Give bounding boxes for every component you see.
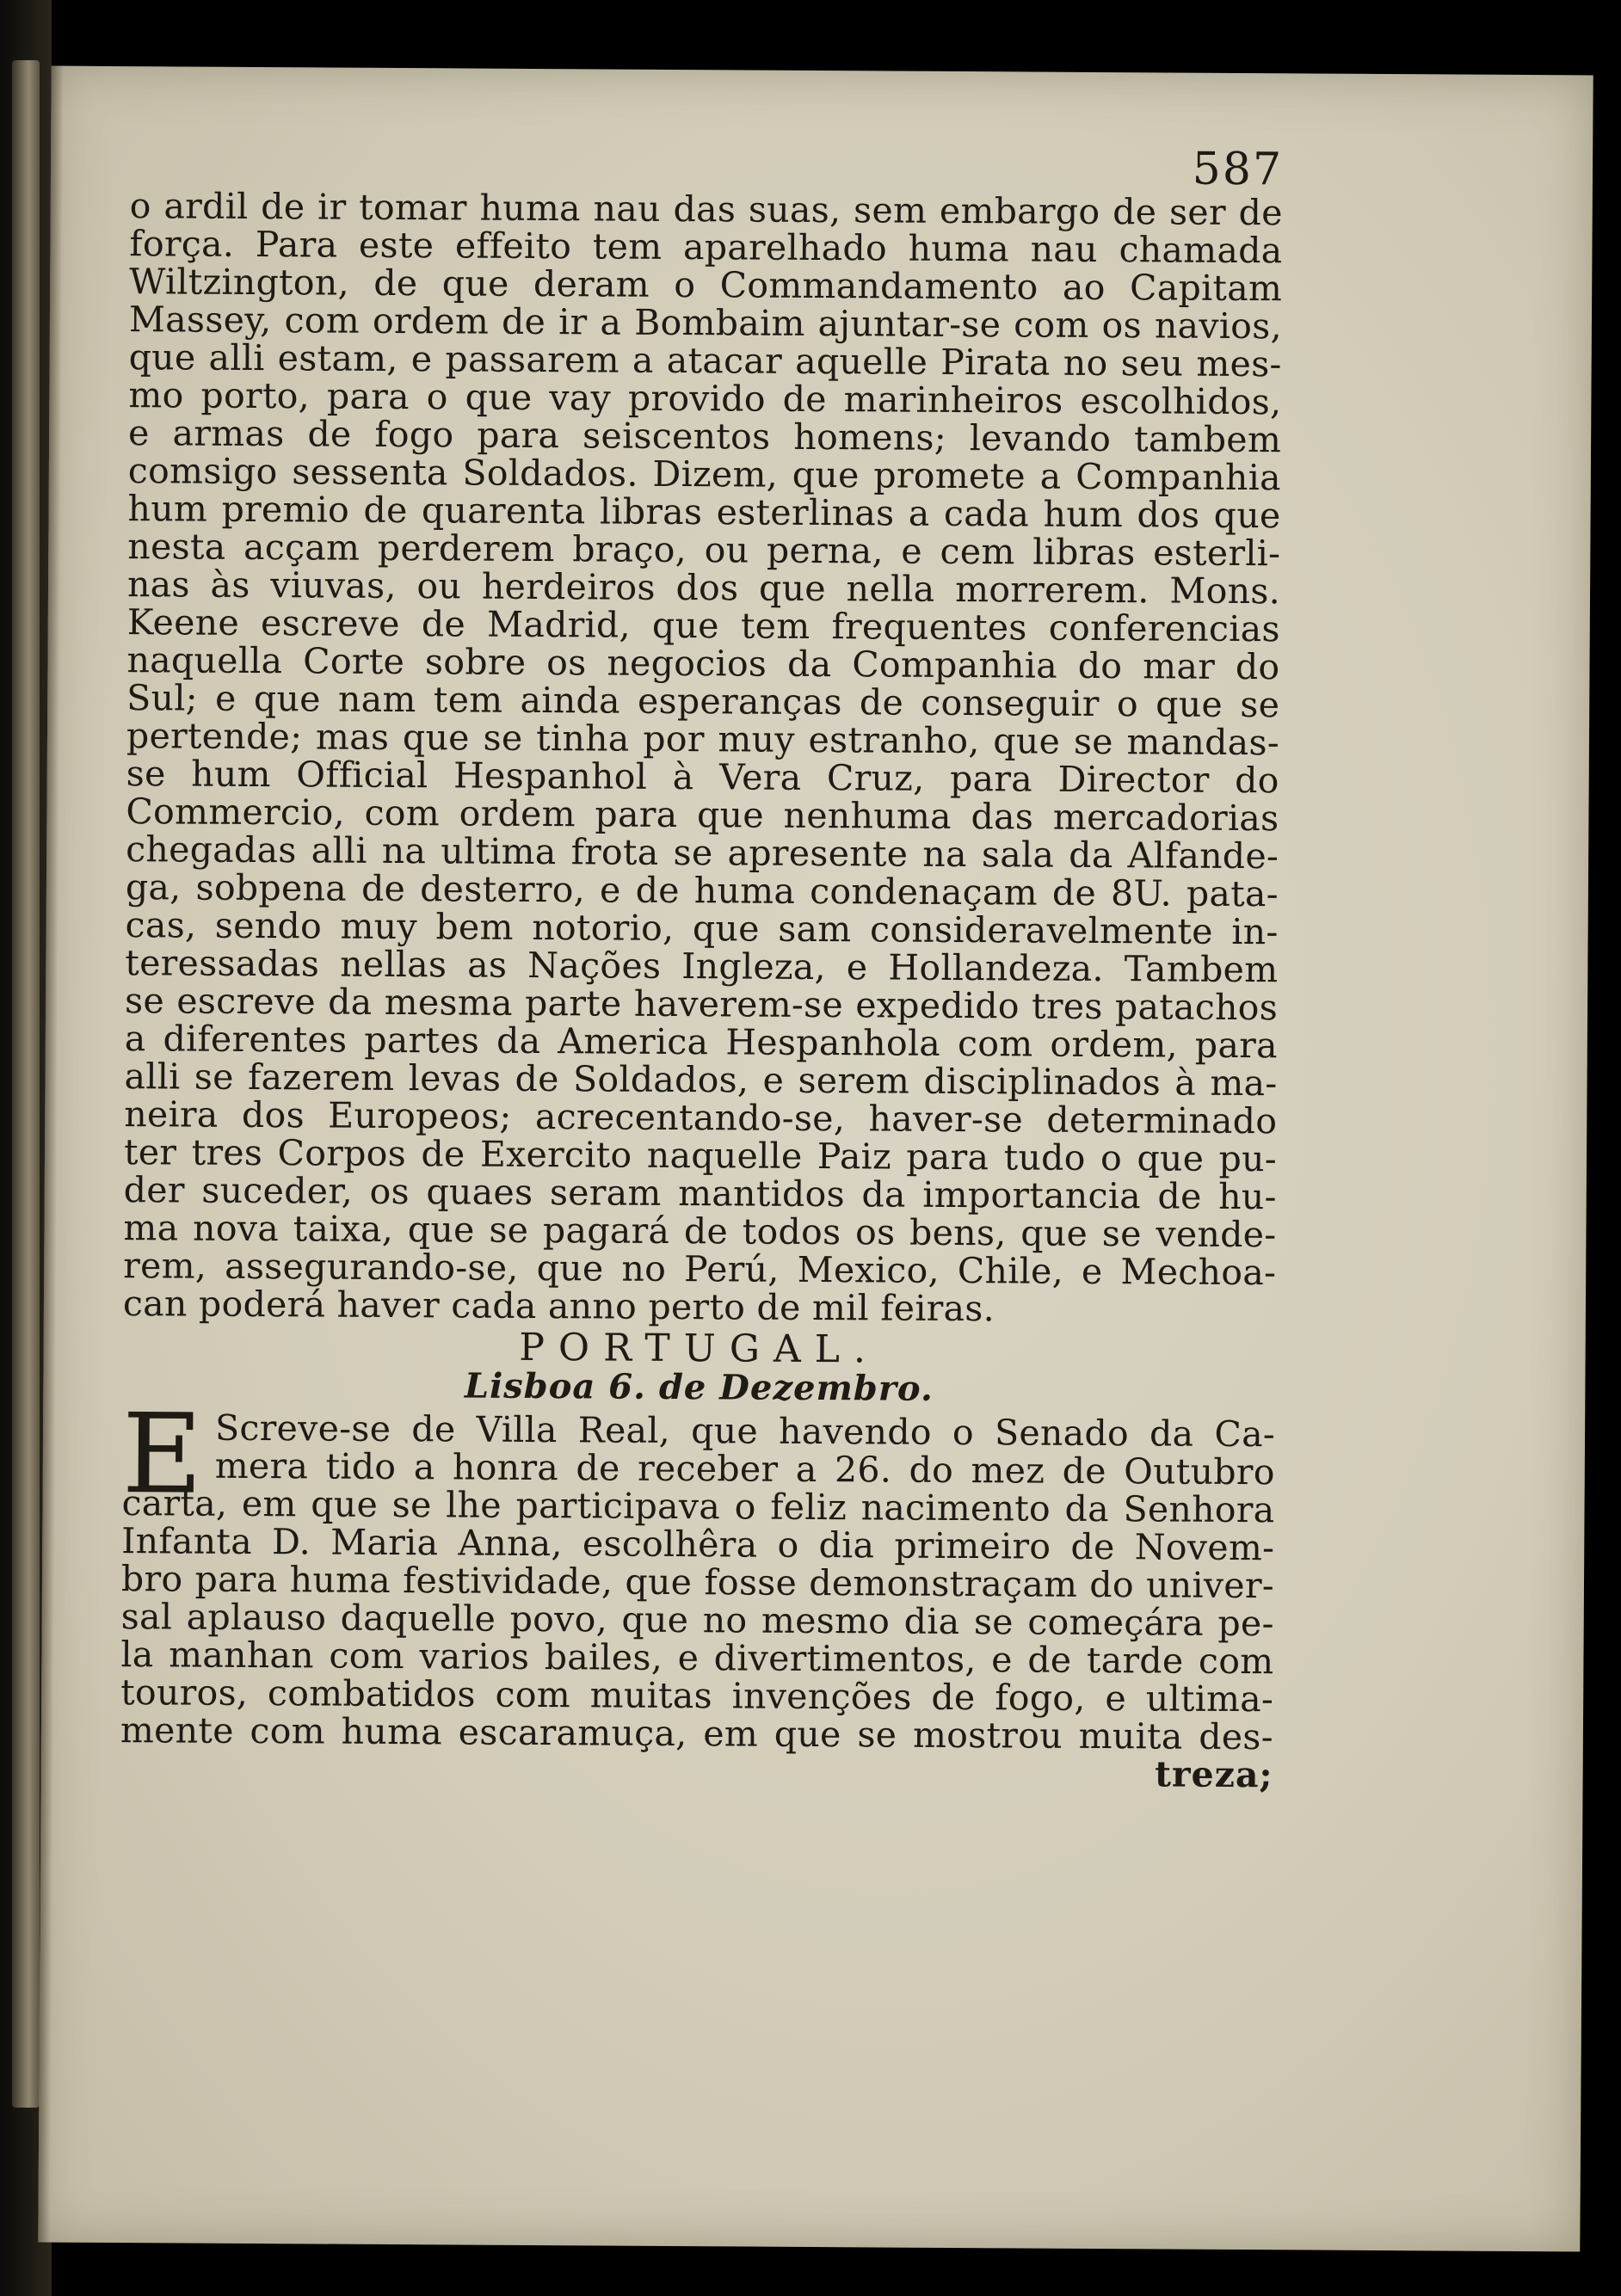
text-line: o ardil de ir tomar huma nau das suas, sem embargo de ser de [129, 185, 1283, 234]
text-line: can poderá haver cada anno perto de mil feiras. [122, 1283, 995, 1330]
text-line: Keene escreve de Madrid, que tem frequentes conferencias [126, 601, 1280, 650]
section-heading: PORTUGAL. [519, 1325, 880, 1372]
text-line: Massey, com ordem de ir a Bombaim ajuntar-se com os navios, [128, 299, 1283, 348]
previous-page-edge [12, 60, 40, 2108]
drop-cap: E [121, 1390, 203, 1519]
text-line: naquella Corte sobre os negocios da Companhia do mar do [126, 639, 1280, 688]
text-line: touros, combatidos com muitas invenções de fogo, e ultima- [120, 1671, 1274, 1720]
paragraph-2 [120, 1390, 1276, 1758]
text-line: Commercio, com ordem para que nenhuma das mercadorias [126, 791, 1279, 840]
text-line: hum premio de quarenta libras esterlinas a cada hum dos que [127, 488, 1281, 537]
catchword: treza; [1154, 1753, 1273, 1796]
text-line: a diferentes partes da America Hespanhola com ordem, para [124, 1018, 1278, 1067]
text-line: e armas de fogo para seiscentos homens; levando tambem [127, 412, 1282, 461]
text-line: sal aplauso daquelle povo, que no mesmo dia se começára pe- [120, 1596, 1274, 1645]
text-line: chegadas alli na ultima frota se apresente na sala da Alfande- [126, 828, 1279, 877]
text-line: Wiltzington, de que deram o Commandamento ao Capitam [129, 261, 1283, 310]
text-line: ter tres Corpos de Exercito naquelle Paiz para tudo o que pu- [123, 1131, 1278, 1180]
text-line: Sul; e que nam tem ainda esperanças de conseguir o que se [126, 677, 1280, 726]
text-line: mera tido a honra de receber a 26. do mez de Outubro [214, 1444, 1275, 1493]
text-line: mo porto, para o que vay provido de marinheiros escolhidos, [128, 374, 1282, 423]
text-line: carta, em que se lhe participava o feliz nacimento da Senhora [121, 1482, 1275, 1531]
text-line: que alli estam, e passarem a atacar aquelle Pirata no seu mes- [128, 336, 1282, 385]
text-line: mente com huma escaramuça, em que se mostrou muita des- [120, 1709, 1274, 1758]
section-subheading: Lisboa 6. de Dezembro. [464, 1365, 934, 1409]
text-line: der suceder, os quaes seram mantidos da importancia de hu- [123, 1169, 1277, 1218]
text-line: bro para huma festividade, que fosse demonstraçam do univer- [120, 1558, 1275, 1607]
text-line: se hum Official Hespanhol à Vera Cruz, para Director do [126, 753, 1279, 802]
text-line: neira dos Europeos; acrecentando-se, haver-se determinado [124, 1093, 1278, 1142]
text-line: rem, assegurando-se, que no Perú, Mexico, Chile, e Mechoa- [123, 1245, 1277, 1294]
page-number: 587 [1192, 143, 1284, 196]
text-line: ga, sobpena de desterro, e de huma condenaçam de 8U. pata- [125, 866, 1279, 915]
text-line: Screve-se de Villa Real, que havendo o Senado da Ca- [214, 1407, 1276, 1456]
text-line: se escreve da mesma parte haverem-se expedido tres patachos [124, 980, 1279, 1029]
text-line: cas, sendo muy bem notorio, que sam consideravelmente in- [125, 904, 1279, 953]
text-line: la manhan com varios bailes, e divertimentos, e de tarde com [120, 1634, 1274, 1683]
text-line: ma nova taixa, que se pagará de todos os bens, que se vende- [123, 1207, 1277, 1256]
page-text [120, 143, 1284, 1796]
text-line: nesta acçam perderem braço, ou perna, e cem libras esterli- [127, 526, 1281, 575]
text-line: teressadas nellas as Nações Ingleza, e Hollandeza. Tambem [125, 942, 1279, 991]
text-line: nas às viuvas, ou herdeiros dos que nella morrerem. Mons. [126, 563, 1281, 612]
text-line: alli se fazerem levas de Soldados, e serem disciplinados à ma- [124, 1056, 1278, 1105]
text-line: pertende; mas que se tinha por muy estranho, que se mandas- [126, 715, 1280, 764]
paragraph-1 [123, 187, 1283, 1329]
text-line: comsigo sessenta Soldados. Dizem, que promete a Companhia [127, 450, 1281, 499]
book-page [38, 66, 1593, 2252]
text-line: Infanta D. Maria Anna, escolhêra o dia primeiro de Novem- [121, 1520, 1275, 1569]
text-line: força. Para este effeito tem aparelhado huma nau chamada [129, 223, 1283, 272]
